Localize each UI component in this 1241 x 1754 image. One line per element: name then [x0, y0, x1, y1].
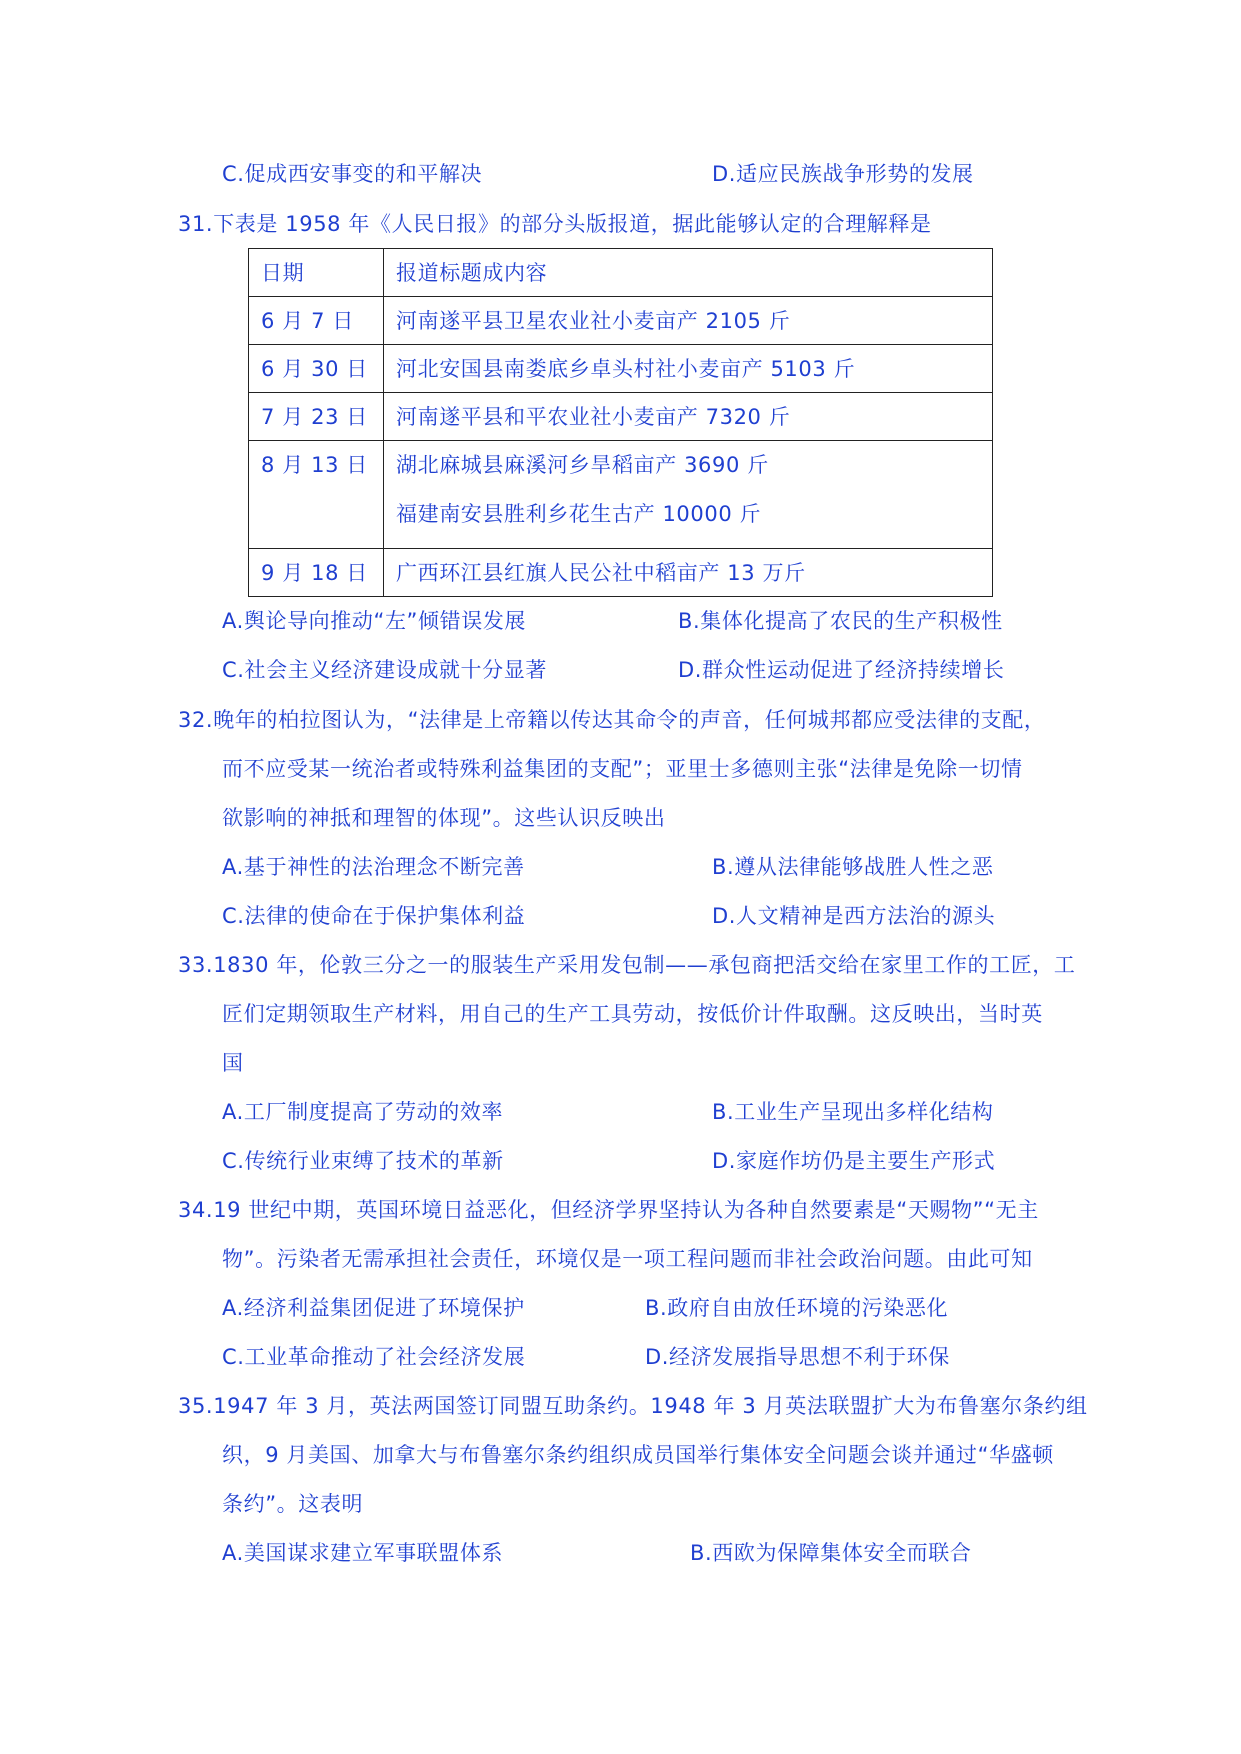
q33-option-b: B.工业生产呈现出多样化结构: [712, 1100, 994, 1124]
table-cell-date: 8 月 13 日: [249, 441, 384, 549]
q33-option-a: A.工厂制度提高了劳动的效率: [222, 1100, 504, 1124]
q32-stem-line1: 32.晚年的柏拉图认为，“法律是上帝籍以传达其命令的声音，任何城邦都应受法律的支配，: [178, 708, 1046, 732]
table-row: [249, 549, 993, 597]
q31-option-b: B.集体化提高了农民的生产积极性: [678, 609, 1003, 633]
q34-stem-line2: 物”。污染者无需承担社会责任，环境仅是一项工程问题而非社会政治问题。由此可知: [222, 1247, 1033, 1271]
q32-option-b: B.遵从法律能够战胜人性之恶: [712, 855, 994, 879]
q31-table: [248, 248, 993, 597]
table-cell-date: 7 月 23 日: [249, 393, 384, 441]
table-cell-content: 河南遂平县和平农业社小麦亩产 7320 斤: [384, 393, 993, 441]
q34-option-d: D.经济发展指导思想不利于环保: [645, 1345, 950, 1369]
table-row: [249, 441, 993, 549]
q35-option-b: B.西欧为保障集体安全而联合: [690, 1541, 972, 1565]
table-header-content: 报道标题成内容: [384, 249, 993, 297]
q31-option-d: D.群众性运动促进了经济持续增长: [678, 658, 1005, 682]
q35-stem-line2: 织，9 月美国、加拿大与布鲁塞尔条约组织成员国举行集体安全问题会谈并通过“华盛顿: [222, 1443, 1054, 1467]
q32-option-d: D.人文精神是西方法治的源头: [712, 904, 996, 928]
table-header-row: [249, 249, 993, 297]
table-header-date: 日期: [249, 249, 384, 297]
q33-stem-line2: 匠们定期领取生产材料，用自己的生产工具劳动，按低价计件取酬。这反映出，当时英: [222, 1002, 1043, 1026]
table-cell-date: 6 月 7 日: [249, 297, 384, 345]
q34-option-a: A.经济利益集团促进了环境保护: [222, 1296, 525, 1320]
table-cell-line: 湖北麻城县麻溪河乡旱稻亩产 3690 斤: [396, 453, 769, 477]
q30-option-c: C.促成西安事变的和平解决: [222, 162, 483, 186]
table-row: [249, 393, 993, 441]
q32-option-a: A.基于神性的法治理念不断完善: [222, 855, 525, 879]
q35-stem-line1: 35.1947 年 3 月，英法两国签订同盟互助条约。1948 年 3 月英法联盟扩大为布鲁塞尔条约组: [178, 1394, 1088, 1418]
q31-option-c: C.社会主义经济建设成就十分显著: [222, 658, 547, 682]
table-cell-content: 河北安国县南娄底乡卓头村社小麦亩产 5103 斤: [384, 345, 993, 393]
table-row: [249, 297, 993, 345]
q33-option-c: C.传统行业束缚了技术的革新: [222, 1149, 504, 1173]
q32-option-c: C.法律的使命在于保护集体利益: [222, 904, 526, 928]
q31-option-a: A.舆论导向推动“左”倾错误发展: [222, 609, 527, 633]
q34-option-c: C.工业革命推动了社会经济发展: [222, 1345, 526, 1369]
q35-option-a: A.美国谋求建立军事联盟体系: [222, 1541, 504, 1565]
table-cell-content: 河南遂平县卫星农业社小麦亩产 2105 斤: [384, 297, 993, 345]
q34-option-b: B.政府自由放任环境的污染恶化: [645, 1296, 949, 1320]
table-cell-date: 6 月 30 日: [249, 345, 384, 393]
table-row: [249, 345, 993, 393]
table-cell-content: 广西环江县红旗人民公社中稻亩产 13 万斤: [384, 549, 993, 597]
q32-stem-line3: 欲影响的神抵和理智的体现”。这些认识反映出: [222, 806, 666, 830]
q31-stem: 31.下表是 1958 年《人民日报》的部分头版报道，据此能够认定的合理解释是: [178, 212, 932, 236]
q34-stem-line1: 34.19 世纪中期，英国环境日益恶化，但经济学界坚持认为各种自然要素是“天赐物”“无主: [178, 1198, 1039, 1222]
table-cell-date: 9 月 18 日: [249, 549, 384, 597]
table-cell-line: 福建南安县胜利乡花生古产 10000 斤: [396, 502, 762, 526]
q30-option-d: D.适应民族战争形势的发展: [712, 162, 974, 186]
q33-stem-line1: 33.1830 年，伦敦三分之一的服装生产采用发包制——承包商把活交给在家里工作的工匠，工: [178, 953, 1076, 977]
q33-stem-line3: 国: [222, 1051, 244, 1075]
q33-option-d: D.家庭作坊仍是主要生产形式: [712, 1149, 996, 1173]
table-cell-content: [384, 441, 993, 549]
q32-stem-line2: 而不应受某一统治者或特殊利益集团的支配”；亚里士多德则主张“法律是免除一切情: [222, 757, 1023, 781]
q35-stem-line3: 条约”。这表明: [222, 1492, 364, 1516]
